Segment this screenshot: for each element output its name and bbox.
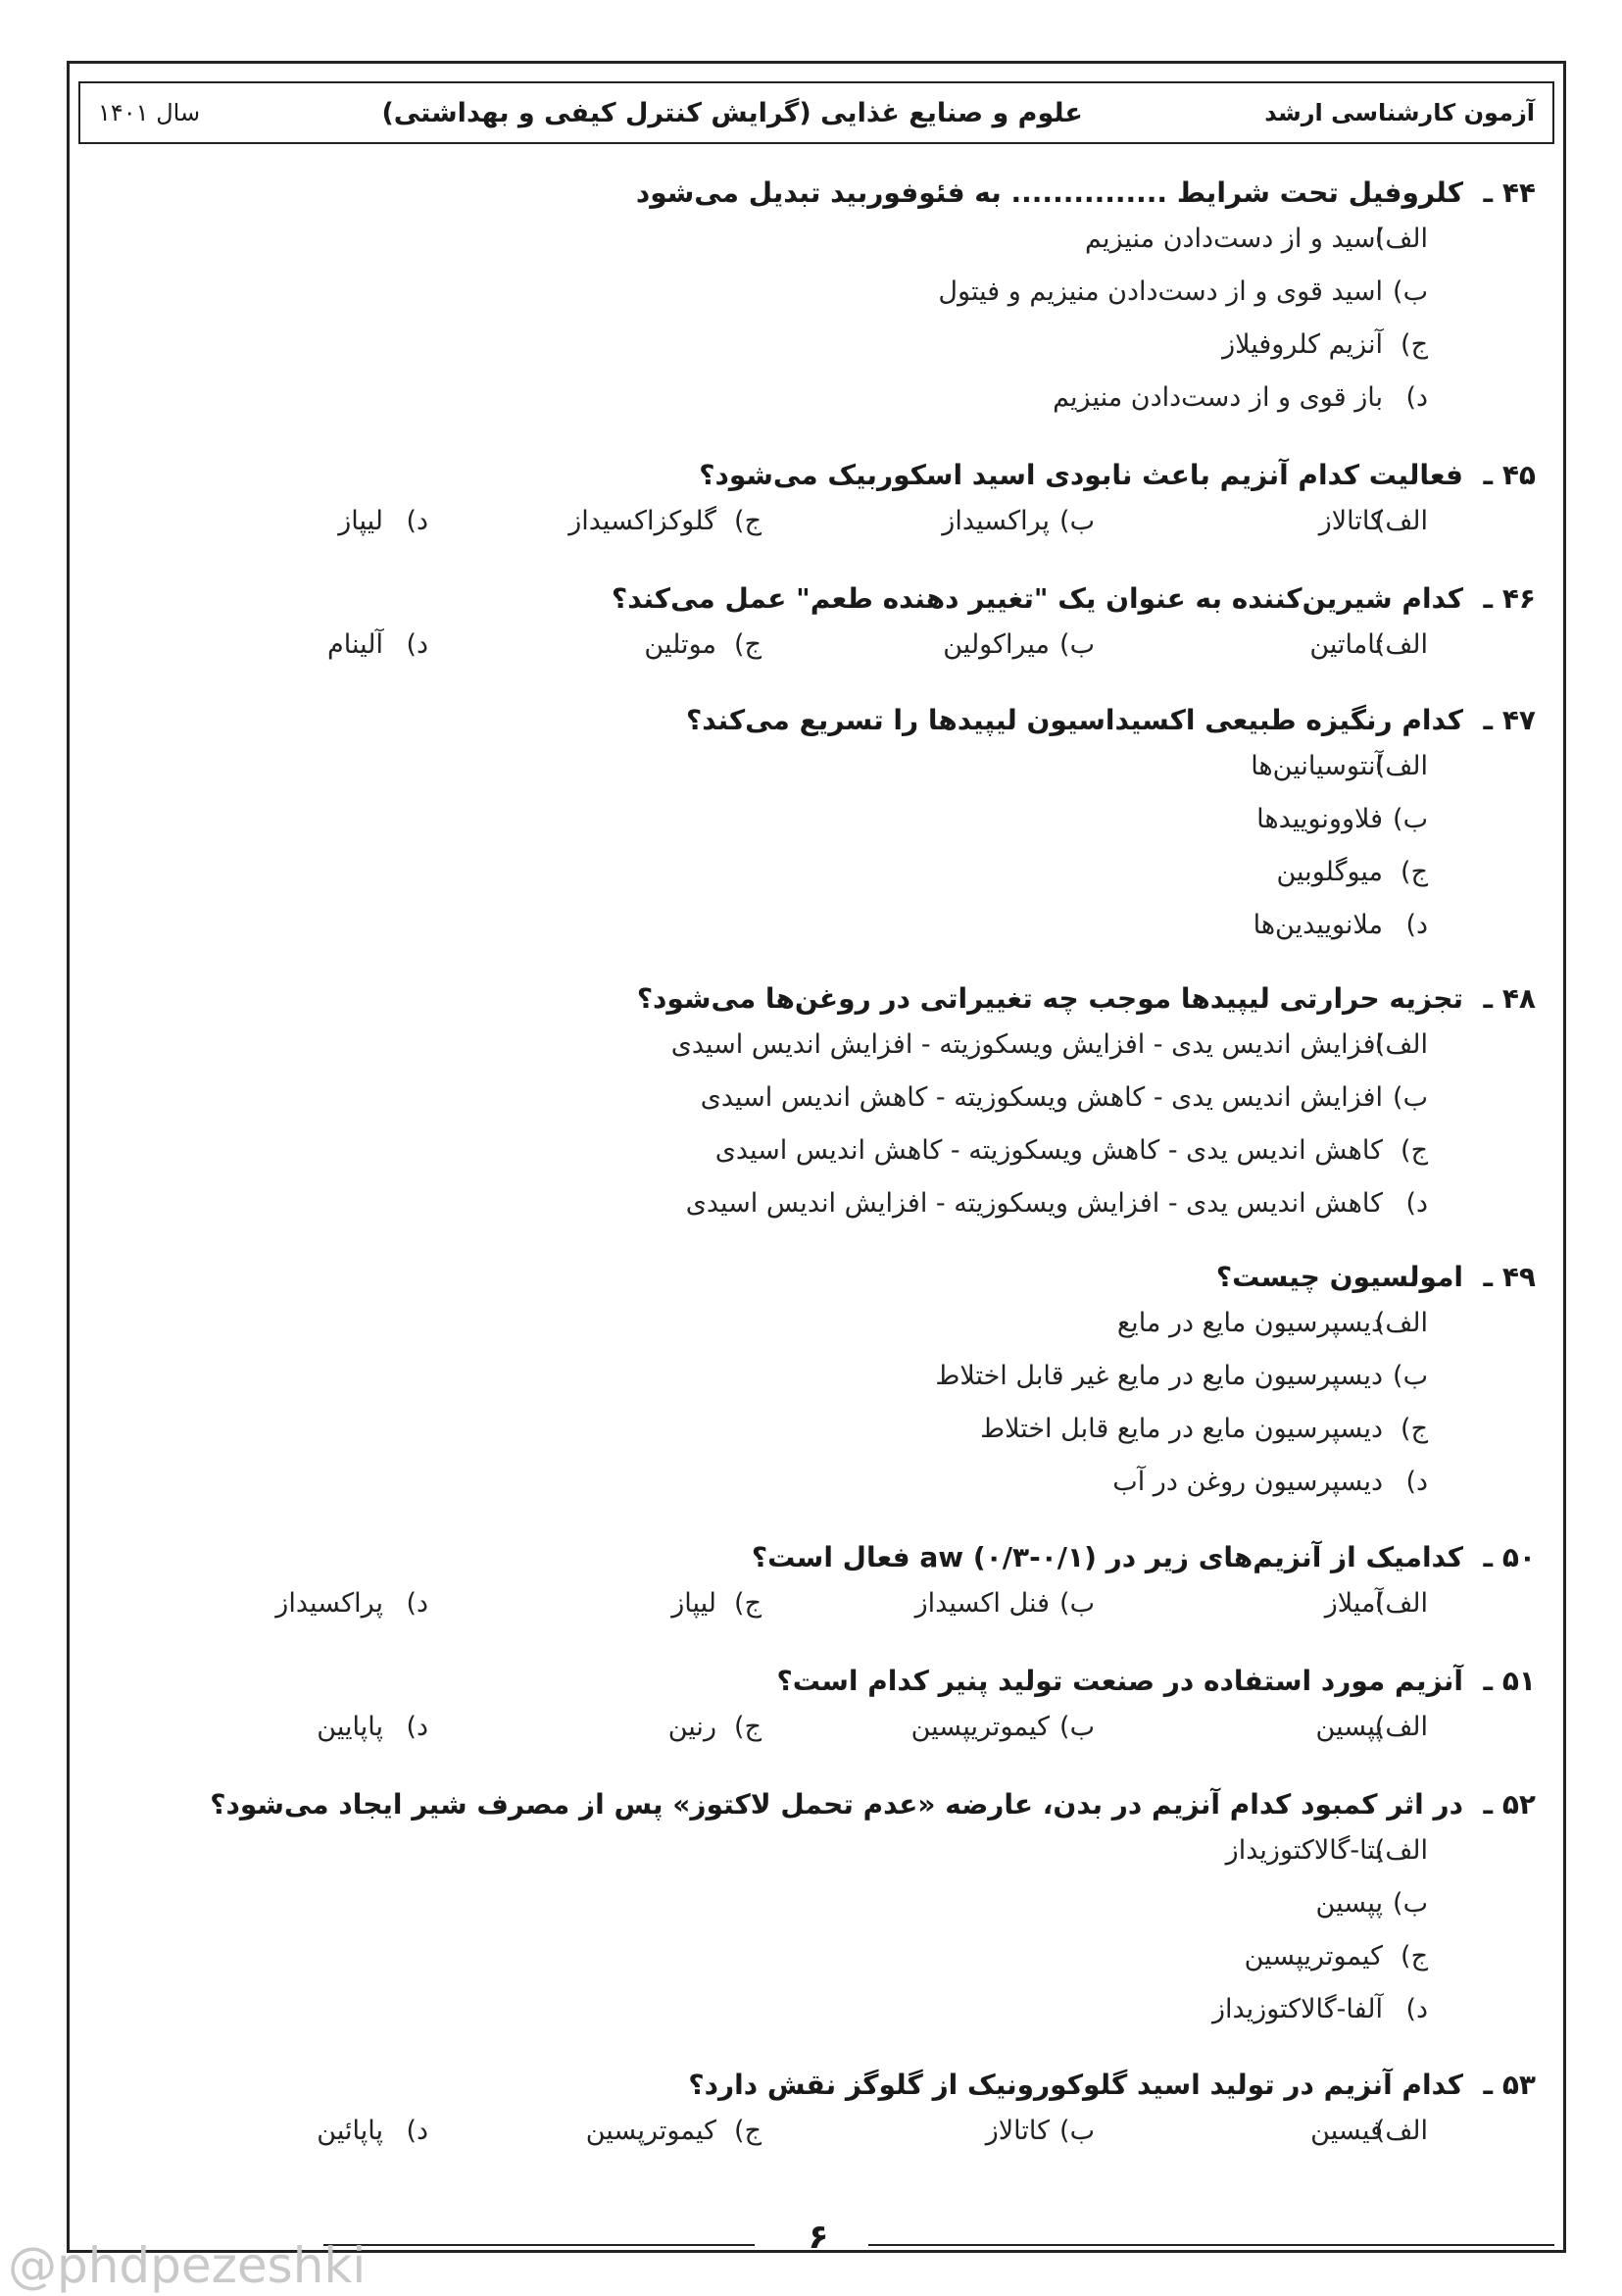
question-45 <box>95 459 1536 559</box>
question-number: ۴۵ ـ <box>1483 459 1536 491</box>
question-text: کدامیک از آنزیم‌های زیر در aw (۰/۳-۰/۱) فعال است؟ <box>751 1541 1463 1573</box>
option-c[interactable]: ج) موتلین <box>644 629 762 660</box>
option-a[interactable]: الف) فیسین <box>1310 2116 1428 2146</box>
option-a[interactable]: الف) کاتالاز <box>1318 506 1428 536</box>
option-d[interactable]: د) پاپایین <box>317 1712 428 1742</box>
question-text: فعالیت کدام آنزیم باعث نابودی اسید اسکوربیک می‌شود؟ <box>699 459 1463 491</box>
exam-year: سال ۱۴۰۱ <box>98 99 201 126</box>
question-number: ۴۹ ـ <box>1483 1261 1536 1293</box>
option-d[interactable]: د) دیسپرسیون روغن در آب <box>1112 1467 1428 1497</box>
option-a[interactable]: الف) دیسپرسیون مایع در مایع <box>1116 1308 1428 1338</box>
option-a[interactable]: الف) پپسین <box>1315 1712 1428 1742</box>
watermark: @phdpezeshki <box>8 2237 367 2294</box>
option-a[interactable]: الف) اسید و از دست‌دادن منیزیم <box>1084 224 1428 254</box>
option-a[interactable]: الف) آمیلاز <box>1324 1588 1428 1619</box>
option-c[interactable]: ج) رنین <box>667 1712 762 1742</box>
question-text: کلروفیل تحت شرایط ............... به فئوفوربید تبدیل می‌شود <box>635 176 1463 209</box>
question-50 <box>95 1541 1536 1641</box>
option-b[interactable]: ب) افزایش اندیس یدی - کاهش ویسکوزیته - کاهش اندیس اسیدی <box>700 1082 1428 1113</box>
question-text: کدام شیرین‌کننده به عنوان یک "تغییر دهنده طعم" عمل می‌کند؟ <box>611 582 1463 615</box>
option-a[interactable]: الف) بتا-گالاکتوزیداز <box>1225 1835 1428 1866</box>
option-d[interactable]: د) کاهش اندیس یدی - افزایش ویسکوزیته - افزایش اندیس اسیدی <box>685 1188 1428 1219</box>
option-b[interactable]: ب) کیموتریپسین <box>910 1712 1095 1742</box>
option-b[interactable]: ب) پپسین <box>1315 1888 1428 1919</box>
option-c[interactable]: ج) لیپاز <box>671 1588 762 1619</box>
question-number: ۴۷ ـ <box>1483 704 1536 736</box>
footer-rule-right <box>868 2244 1554 2246</box>
question-53 <box>95 2069 1536 2169</box>
option-a[interactable]: الف) تاماتین <box>1309 629 1428 660</box>
question-49 <box>95 1261 1536 1520</box>
option-c[interactable]: ج) میوگلوبین <box>1276 857 1428 887</box>
option-b[interactable]: ب) اسید قوی و از دست‌دادن منیزیم و فیتول <box>938 276 1428 307</box>
option-d[interactable]: د) آلینام <box>327 629 428 660</box>
option-a[interactable]: الف) آنتوسیانین‌ها <box>1251 751 1428 781</box>
question-text: در اثر کمبود کدام آنزیم در بدن، عارضه «عدم تحمل لاکتوز» پس از مصرف شیر ایجاد می‌شود؟ <box>210 1788 1463 1821</box>
option-d[interactable]: د) پاپائین <box>317 2116 428 2146</box>
footer-rule-left <box>323 2244 755 2246</box>
question-text: کدام رنگیزه طبیعی اکسیداسیون لیپیدها را تسریع می‌کند؟ <box>686 704 1463 736</box>
page-number: ۶ <box>808 2218 829 2257</box>
option-b[interactable]: ب) فنل اکسیداز <box>914 1588 1095 1619</box>
option-b[interactable]: ب) فلاوونوییدها <box>1256 804 1428 834</box>
question-number: ۵۲ ـ <box>1483 1788 1536 1821</box>
question-51 <box>95 1665 1536 1765</box>
option-d[interactable]: د) پراکسیداز <box>275 1588 428 1619</box>
subject-title: علوم و صنایع غذایی (گرایش کنترل کیفی و بهداشتی) <box>381 97 1083 128</box>
option-c[interactable]: ج) دیسپرسیون مایع در مایع قابل اختلاط <box>980 1414 1428 1444</box>
question-number: ۴۶ ـ <box>1483 582 1536 615</box>
question-number: ۵۳ ـ <box>1483 2069 1536 2101</box>
question-number: ۴۸ ـ <box>1483 982 1536 1015</box>
question-number: ۴۴ ـ <box>1483 176 1536 209</box>
question-52 <box>95 1788 1536 2047</box>
option-b[interactable]: ب) کاتالاز <box>985 2116 1095 2146</box>
question-44 <box>95 176 1536 435</box>
question-48 <box>95 982 1536 1241</box>
option-c[interactable]: ج) کاهش اندیس یدی - کاهش ویسکوزیته - کاهش اندیس اسیدی <box>714 1135 1428 1166</box>
question-46 <box>95 582 1536 682</box>
exam-title: آزمون کارشناسی ارشد <box>1264 99 1535 126</box>
option-d[interactable]: د) ملانوییدین‌ها <box>1253 910 1428 940</box>
page-header <box>78 81 1554 144</box>
question-number: ۵۱ ـ <box>1483 1665 1536 1697</box>
option-d[interactable]: د) باز قوی و از دست‌دادن منیزیم <box>1053 382 1428 413</box>
option-c[interactable]: ج) گلوکزاکسیداز <box>568 506 762 536</box>
option-b[interactable]: ب) میراکولین <box>943 629 1095 660</box>
option-c[interactable]: ج) کیموترپسین <box>585 2116 762 2146</box>
option-c[interactable]: ج) آنزیم کلروفیلاز <box>1222 329 1428 360</box>
question-text: آنزیم مورد استفاده در صنعت تولید پنیر کدام است؟ <box>776 1665 1463 1697</box>
question-number: ۵۰ ـ <box>1483 1541 1536 1573</box>
option-b[interactable]: ب) پراکسیداز <box>942 506 1095 536</box>
question-text: امولسیون چیست؟ <box>1215 1261 1463 1293</box>
option-c[interactable]: ج) کیموتریپسین <box>1244 1941 1428 1972</box>
option-d[interactable]: د) لیپاز <box>338 506 428 536</box>
option-d[interactable]: د) آلفا-گالاکتوزیداز <box>1211 1994 1428 2024</box>
question-47 <box>95 704 1536 963</box>
option-a[interactable]: الف) افزایش اندیس یدی - افزایش ویسکوزیته - افزایش اندیس اسیدی <box>670 1029 1428 1060</box>
question-text: کدام آنزیم در تولید اسید گلوکورونیک از گلوگز نقش دارد؟ <box>688 2069 1463 2101</box>
option-b[interactable]: ب) دیسپرسیون مایع در مایع غیر قابل اختلاط <box>935 1361 1428 1391</box>
question-text: تجزیه حرارتی لیپیدها موجب چه تغییراتی در روغن‌ها می‌شود؟ <box>636 982 1463 1015</box>
